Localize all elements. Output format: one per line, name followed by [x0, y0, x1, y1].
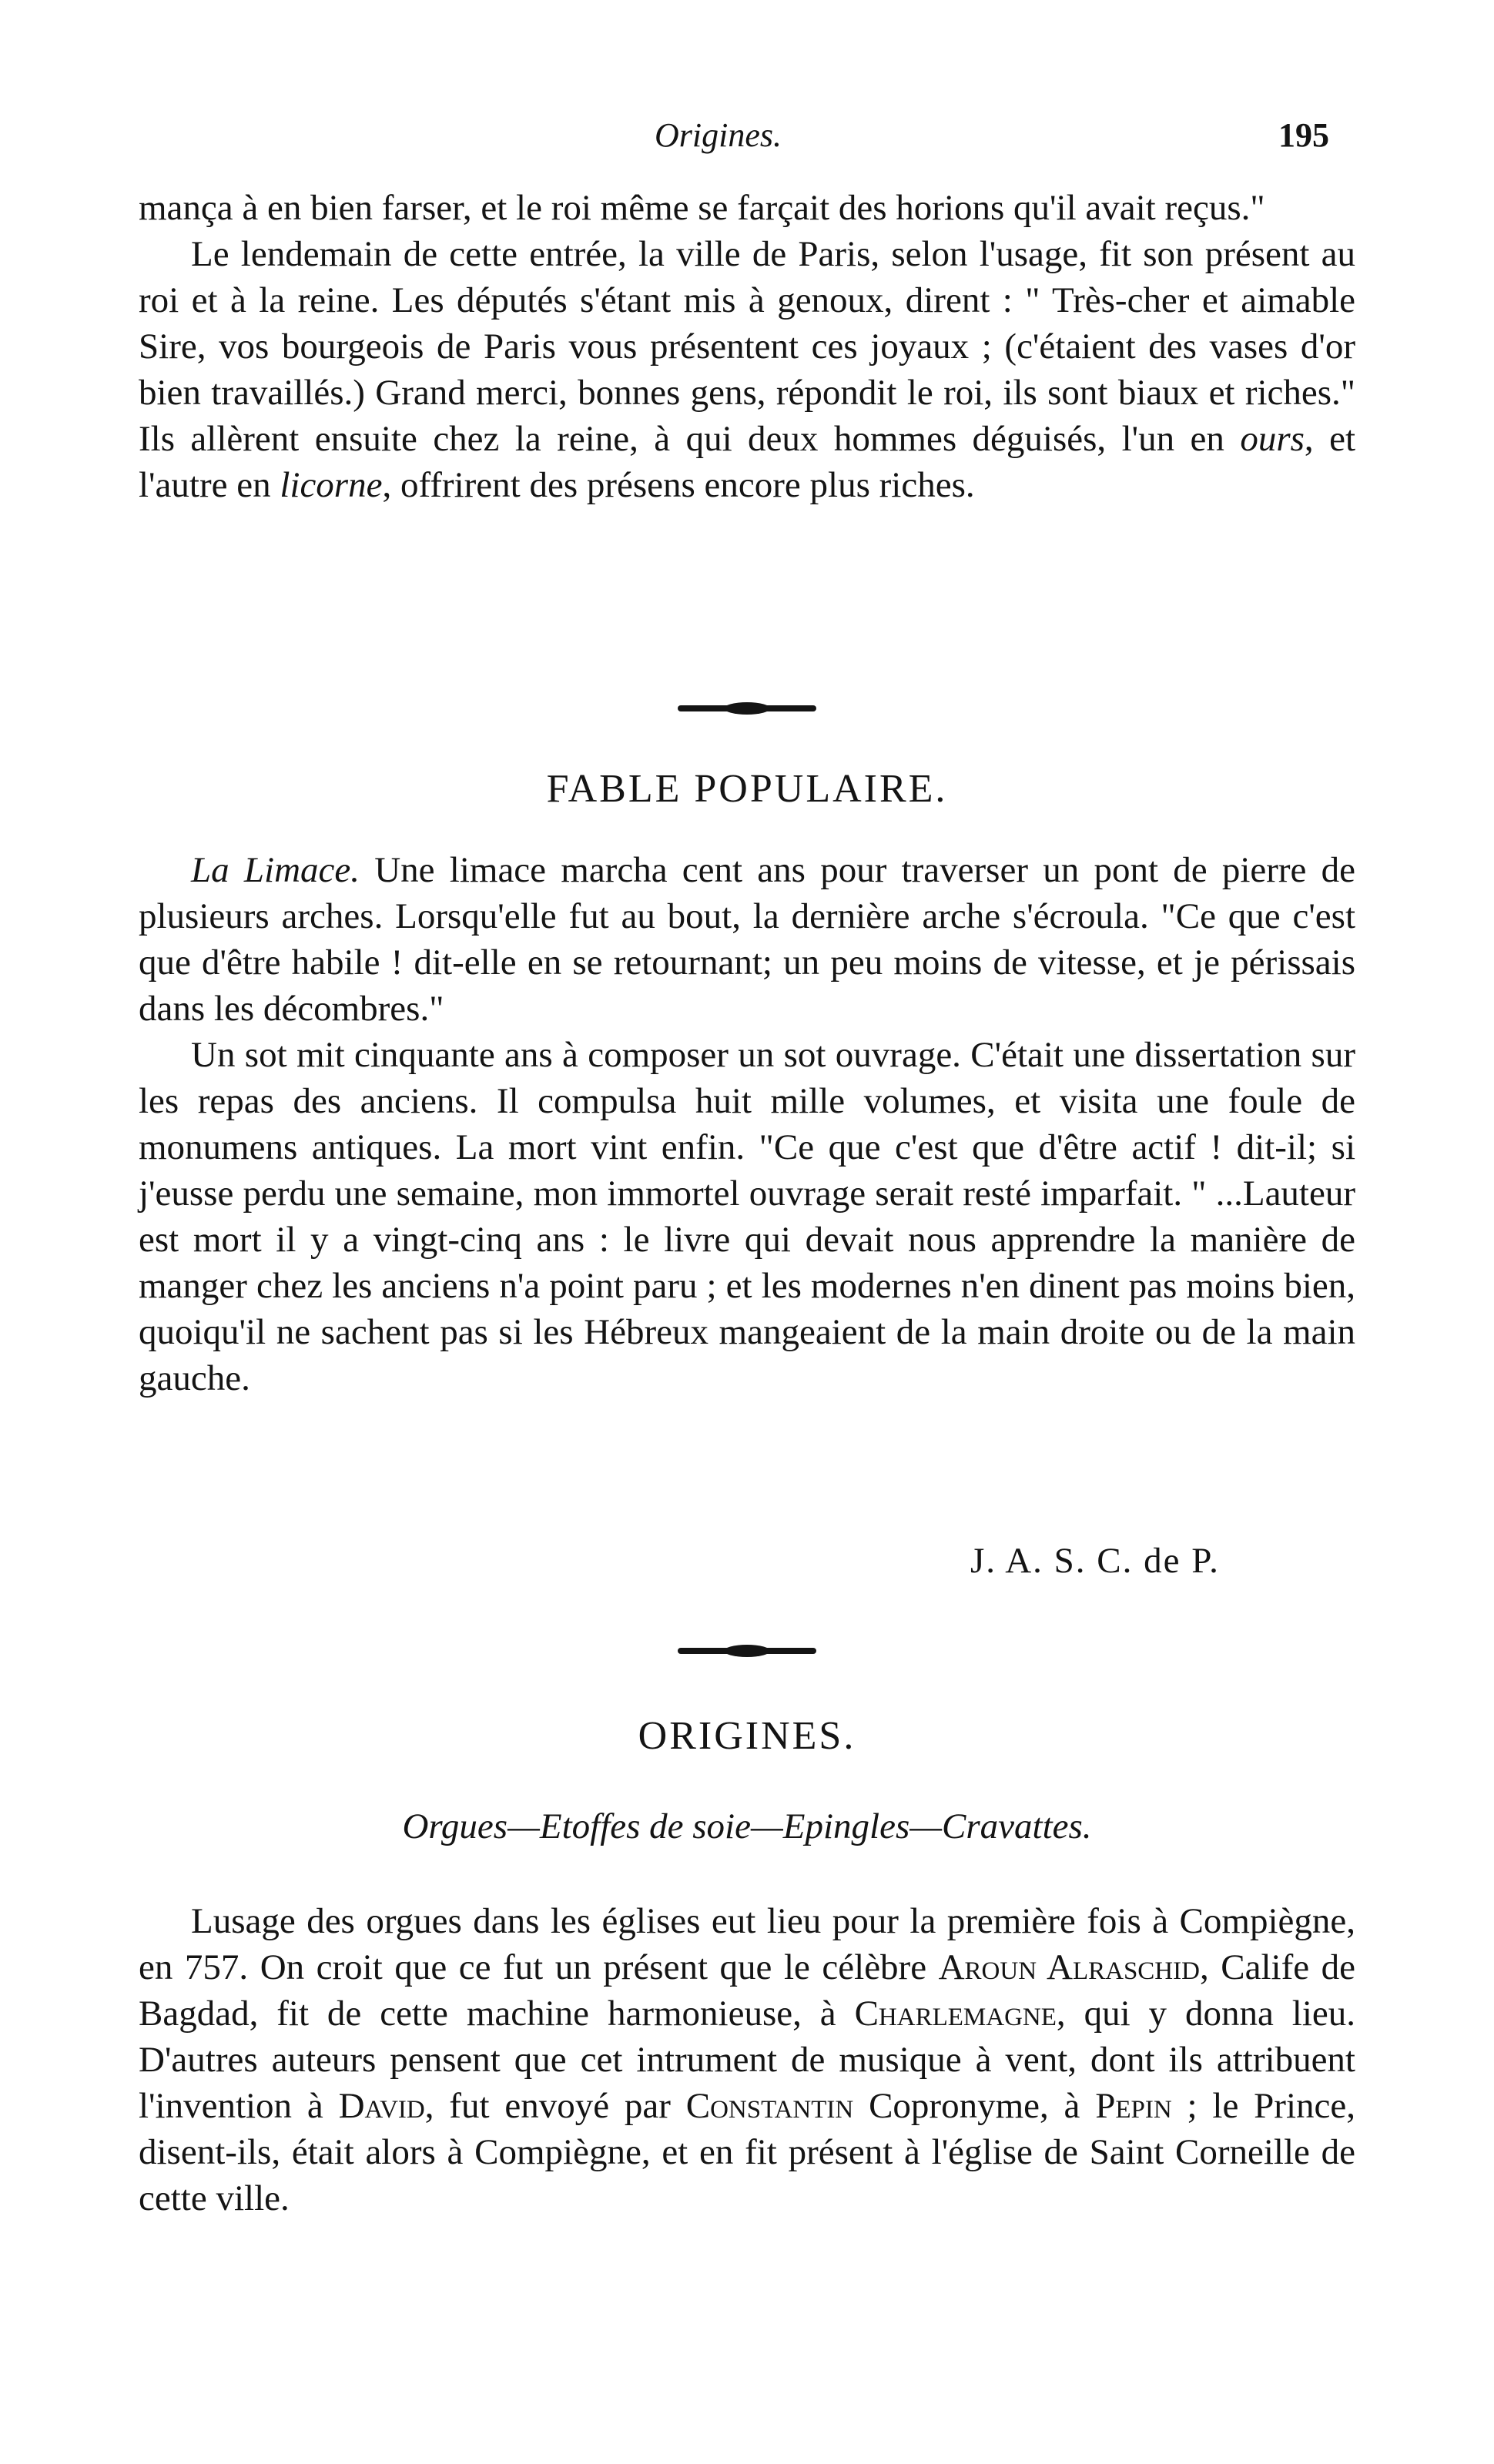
limace-paragraph: La Limace. Une limace marcha cent ans pour traverser un pont de pierre de plusieurs arches. Lorsqu'elle fut au bout, la dernière arche s'écroula. "Ce que c'est que d'être habile ! dit-elle en se retournant; un peu moins de vitesse, et je périssais dans les décombres." — [139, 850, 1356, 1029]
fable-title: La Limace. — [191, 850, 360, 890]
licorne-term: licorne — [280, 465, 383, 505]
name-david: David — [338, 2086, 425, 2126]
running-title: Origines. — [655, 116, 782, 154]
name-aroun: Aroun Alraschid — [938, 1947, 1200, 1987]
fable-text — [139, 847, 1355, 1401]
origines-subheading: Orgues—Etoffes de soie—Epingles—Cravattes. — [402, 1806, 1092, 1846]
author-signature: J. A. S. C. de P. — [970, 1541, 1220, 1581]
opening-text — [139, 185, 1355, 508]
ours-term: ours — [1240, 419, 1305, 459]
orgues-paragraph: Lusage des orgues dans les églises eut lieu pour la première fois à Compiègne, en 757. On croit que ce fut un présent que le célèbre Aroun Alraschid, Calife de Bagdad, fit de cette machine harmonieuse, à Charlemagne, qui y donna lieu. D'autres auteurs pensent que cet intrument de musique à vent, dont ils attribuent l'invention à David, fut envoyé par Constantin Copronyme, à Pepin ; le Prince, disent-ils, était alors à Compiègne, et en fit présent à l'église de Saint Corneille de cette ville. — [139, 1901, 1355, 2218]
continuation-paragraph: mança à en bien farser, et le roi même se farçait des horions qu'il avait reçus." — [139, 188, 1265, 228]
running-header — [0, 116, 1494, 162]
name-constantin: Constantin — [685, 2086, 854, 2126]
origines-text — [139, 1898, 1355, 2221]
paris-paragraph: Le lendemain de cette entrée, la ville de Paris, selon l'usage, fit son présent au roi et à la reine. Les députés s'étant mis à genoux, dirent : " Très-cher et aimable Sire, vos bourgeois de Paris vous présentent ces joyaux ; (c'étaient des vases d'or bien travaillés.) Grand merci, bonnes gens, répondit le roi, ils sont biaux et riches." Ils allèrent ensuite chez la reine, à qui deux hommes déguisés, l'un en ours, et l'autre en licorne, offrirent des présens encore plus riches. — [139, 234, 1356, 505]
origines-heading: ORIGINES. — [638, 1714, 856, 1758]
section-divider-ornament — [678, 705, 816, 711]
sot-paragraph: Un sot mit cinquante ans à composer un sot ouvrage. C'était une dissertation sur les repas des anciens. Il compulsa huit mille volumes, et visita une foule de monumens antiques. La mort vint enfin. "Ce que c'est que d'être actif ! dit-il; si j'eusse perdu une semaine, mon immortel ouvrage serait resté imparfait. " ...Lauteur est mort il y a vingt-cinq ans : le livre qui devait nous apprendre la manière de manger chez les anciens n'a point paru ; et les modernes n'en dinent pas moins bien, quoiqu'il ne sachent pas si les Hébreux mangeaient de la main droite ou de la main gauche. — [139, 1035, 1355, 1398]
name-pepin: Pepin — [1095, 2086, 1172, 2126]
fable-heading: FABLE POPULAIRE. — [546, 767, 948, 811]
page-number: 195 — [1278, 116, 1329, 154]
section-divider-ornament-2 — [678, 1648, 816, 1654]
name-charlemagne: Charlemagne — [854, 1994, 1057, 2034]
